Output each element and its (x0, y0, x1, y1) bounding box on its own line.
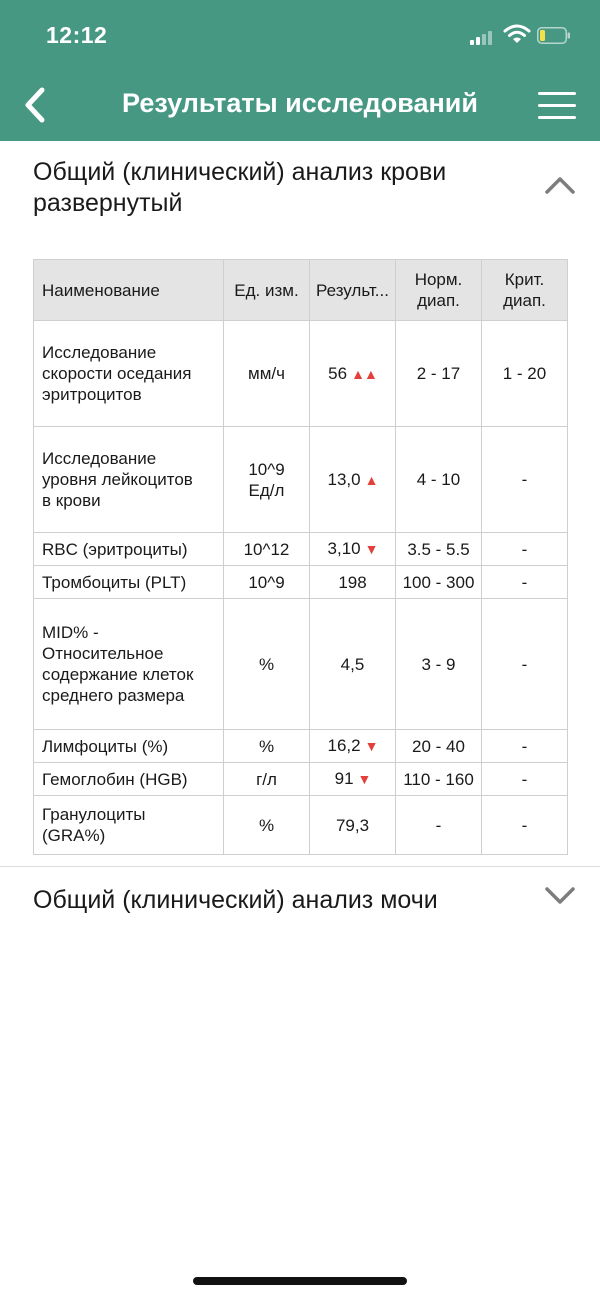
arrow-down-flag-icon: ▼ (364, 541, 378, 557)
cell-crit-range: - (482, 533, 568, 566)
arrow-up-flag-icon: ▲ (364, 471, 378, 488)
cell-norm-range: 110 - 160 (396, 763, 482, 796)
table-header-row (34, 260, 568, 321)
cell-result: 13,0 ▲ (310, 427, 396, 533)
table-row[interactable] (34, 730, 568, 763)
cell-crit-range: - (482, 730, 568, 763)
status-time: 12:12 (46, 22, 108, 48)
cell-name: Исследование скорости оседания эритроцитов (34, 321, 224, 427)
cell-unit: г/л (224, 763, 310, 796)
cell-norm-range: 4 - 10 (396, 427, 482, 533)
cell-norm-range: 20 - 40 (396, 730, 482, 763)
cell-crit-range: - (482, 796, 568, 855)
cell-result: 3,10 ▼ (310, 533, 396, 566)
cell-unit: % (224, 796, 310, 855)
table-row[interactable] (34, 533, 568, 566)
battery-icon (537, 27, 571, 44)
chevron-down-icon[interactable] (544, 886, 576, 906)
col-header-norm[interactable]: Норм. диап. (396, 260, 482, 321)
cell-name: Гемоглобин (HGB) (34, 763, 224, 796)
cell-name: MID% - Относительное содержание клеток среднего размера (34, 599, 224, 730)
cell-norm-range: 100 - 300 (396, 566, 482, 599)
cell-norm-range: - (396, 796, 482, 855)
table-row[interactable] (34, 599, 568, 730)
col-header-name[interactable]: Наименование (34, 260, 224, 321)
cell-crit-range: - (482, 427, 568, 533)
cell-crit-range: - (482, 763, 568, 796)
table-row[interactable] (34, 796, 568, 855)
wifi-icon (503, 23, 531, 45)
cell-norm-range: 2 - 17 (396, 321, 482, 427)
cell-unit: мм/ч (224, 321, 310, 427)
arrow-up-flag-icon: ▲▲ (351, 365, 377, 382)
cell-norm-range: 3 - 9 (396, 599, 482, 730)
cell-result: 198 (310, 566, 396, 599)
cell-result: 56 ▲▲ (310, 321, 396, 427)
cell-unit: 10^12 (224, 533, 310, 566)
section-title-blood[interactable]: Общий (клинический) анализ крови развернутый (33, 158, 447, 217)
cellular-signal-icon (470, 31, 496, 45)
arrow-down-flag-icon: ▼ (357, 771, 371, 787)
arrow-down-flag-icon: ▼ (364, 738, 378, 754)
cell-unit: % (224, 599, 310, 730)
chevron-left-icon (18, 82, 54, 128)
chevron-up-icon[interactable] (544, 175, 576, 195)
hamburger-menu-icon (538, 92, 576, 95)
table-row[interactable] (34, 566, 568, 599)
cell-result: 79,3 (310, 796, 396, 855)
cell-name: Лимфоциты (%) (34, 730, 224, 763)
section-title-urine[interactable]: Общий (клинический) анализ мочи (33, 886, 438, 914)
table-row[interactable] (34, 763, 568, 796)
cell-name: Тромбоциты (PLT) (34, 566, 224, 599)
cell-result: 91 ▼ (310, 763, 396, 796)
table-row[interactable] (34, 427, 568, 533)
results-table (33, 259, 568, 855)
cell-unit: 10^9 (224, 566, 310, 599)
section-divider (0, 866, 600, 867)
cell-unit: 10^9 Ед/л (224, 427, 310, 533)
back-button[interactable] (18, 82, 54, 128)
cell-result: 4,5 (310, 599, 396, 730)
page-title: Результаты исследований (122, 88, 478, 118)
col-header-crit[interactable]: Крит. диап. (482, 260, 568, 321)
cell-crit-range: - (482, 566, 568, 599)
col-header-unit[interactable]: Ед. изм. (224, 260, 310, 321)
cell-name: Гранулоциты (GRA%) (34, 796, 224, 855)
cell-norm-range: 3.5 - 5.5 (396, 533, 482, 566)
table-row[interactable] (34, 321, 568, 427)
cell-name: RBC (эритроциты) (34, 533, 224, 566)
col-header-result[interactable]: Результ... (310, 260, 396, 321)
cell-crit-range: - (482, 599, 568, 730)
home-indicator[interactable] (193, 1277, 407, 1285)
top-bar (0, 0, 600, 141)
cell-unit: % (224, 730, 310, 763)
cell-result: 16,2 ▼ (310, 730, 396, 763)
cell-name: Исследование уровня лейкоцитов в крови (34, 427, 224, 533)
menu-button[interactable] (538, 92, 576, 120)
cell-crit-range: 1 - 20 (482, 321, 568, 427)
